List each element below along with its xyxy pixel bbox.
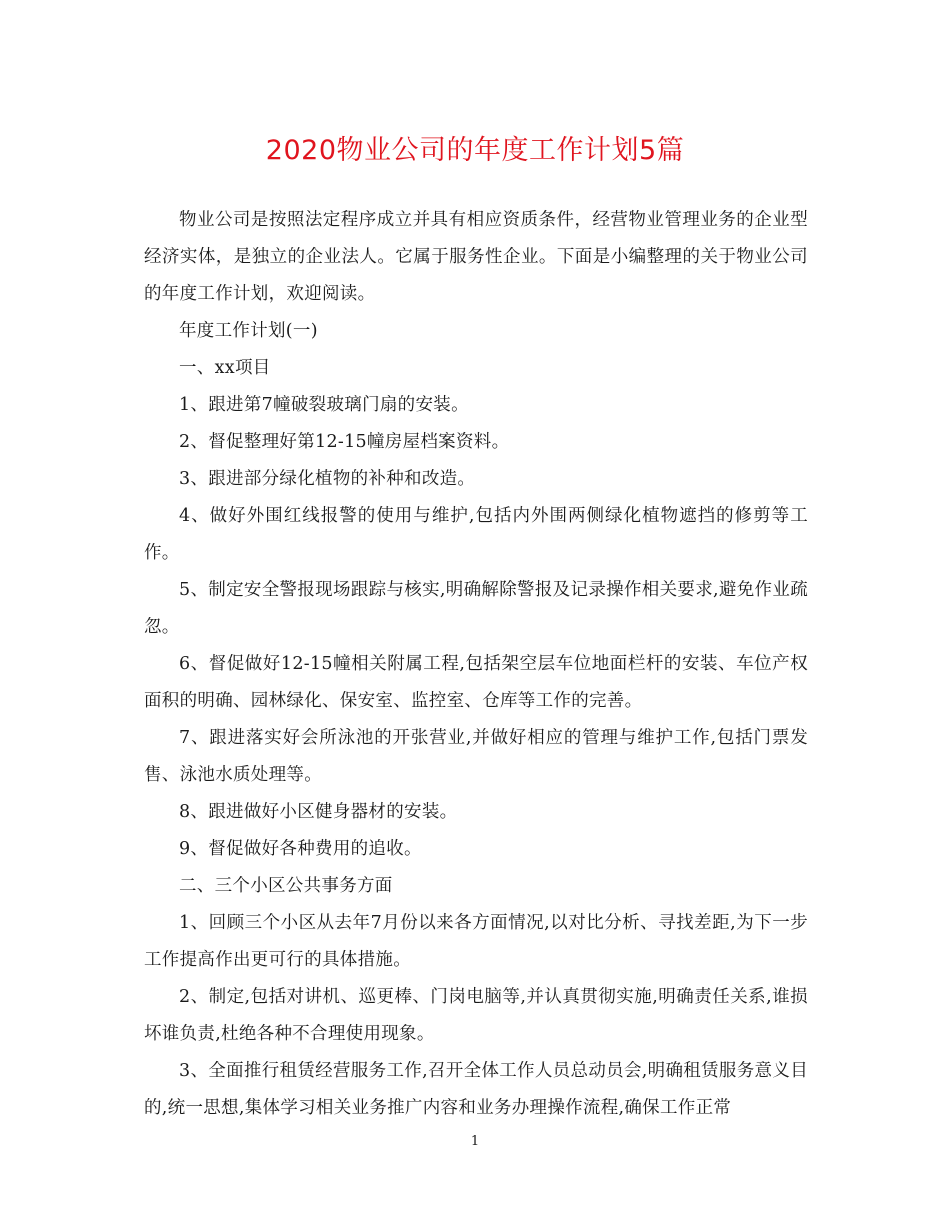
document-title: 2020物业公司的年度工作计划5篇: [265, 135, 685, 166]
list-item: 3、跟进部分绿化植物的补种和改造。: [179, 469, 476, 489]
list-item: 4、做好外围红线报警的使用与维护,包括内外围两侧绿化植物遮挡的修剪等工作。: [144, 506, 808, 563]
list-item: 5、制定安全警报现场跟踪与核实,明确解除警报及记录操作相关要求,避免作业疏忽。: [144, 580, 808, 637]
list-item: 1、跟进第7幢破裂玻璃门扇的安装。: [179, 395, 469, 415]
intro-paragraph: 物业公司是按照法定程序成立并具有相应资质条件，经营物业管理业务的企业型经济实体，是独立的企业法人。它属于服务性企业。下面是小编整理的关于物业公司的年度工作计划，欢迎阅读。: [144, 210, 808, 304]
page-number: 1: [470, 1134, 480, 1149]
list-item: 7、跟进落实好会所泳池的开张营业,并做好相应的管理与维护工作,包括门票发售、泳池水质处理等。: [144, 728, 808, 785]
subsection-heading: 二、三个小区公共事务方面: [179, 876, 393, 896]
list-item: 8、跟进做好小区健身器材的安装。: [179, 802, 458, 822]
list-item: 3、全面推行租赁经营服务工作,召开全体工作人员总动员会,明确租赁服务意义目的,统一思想,集体学习相关业务推广内容和业务办理操作流程,确保工作正常: [144, 1061, 808, 1118]
section-heading: 年度工作计划(一): [179, 321, 318, 341]
list-item: 6、督促做好12-15幢相关附属工程,包括架空层车位地面栏杆的安装、车位产权面积的明确、园林绿化、保安室、监控室、仓库等工作的完善。: [144, 654, 808, 711]
list-item: 2、制定,包括对讲机、巡更棒、门岗电脑等,并认真贯彻实施,明确责任关系,谁损坏谁负责,杜绝各种不合理使用现象。: [144, 987, 808, 1044]
subsection-heading: 一、xx项目: [179, 358, 271, 378]
list-item: 9、督促做好各种费用的追收。: [179, 839, 422, 859]
list-item: 2、督促整理好第12-15幢房屋档案资料。: [179, 432, 510, 452]
list-item: 1、回顾三个小区从去年7月份以来各方面情况,以对比分析、寻找差距,为下一步工作提高作出更可行的具体措施。: [144, 913, 808, 970]
document-body: [144, 202, 808, 1127]
